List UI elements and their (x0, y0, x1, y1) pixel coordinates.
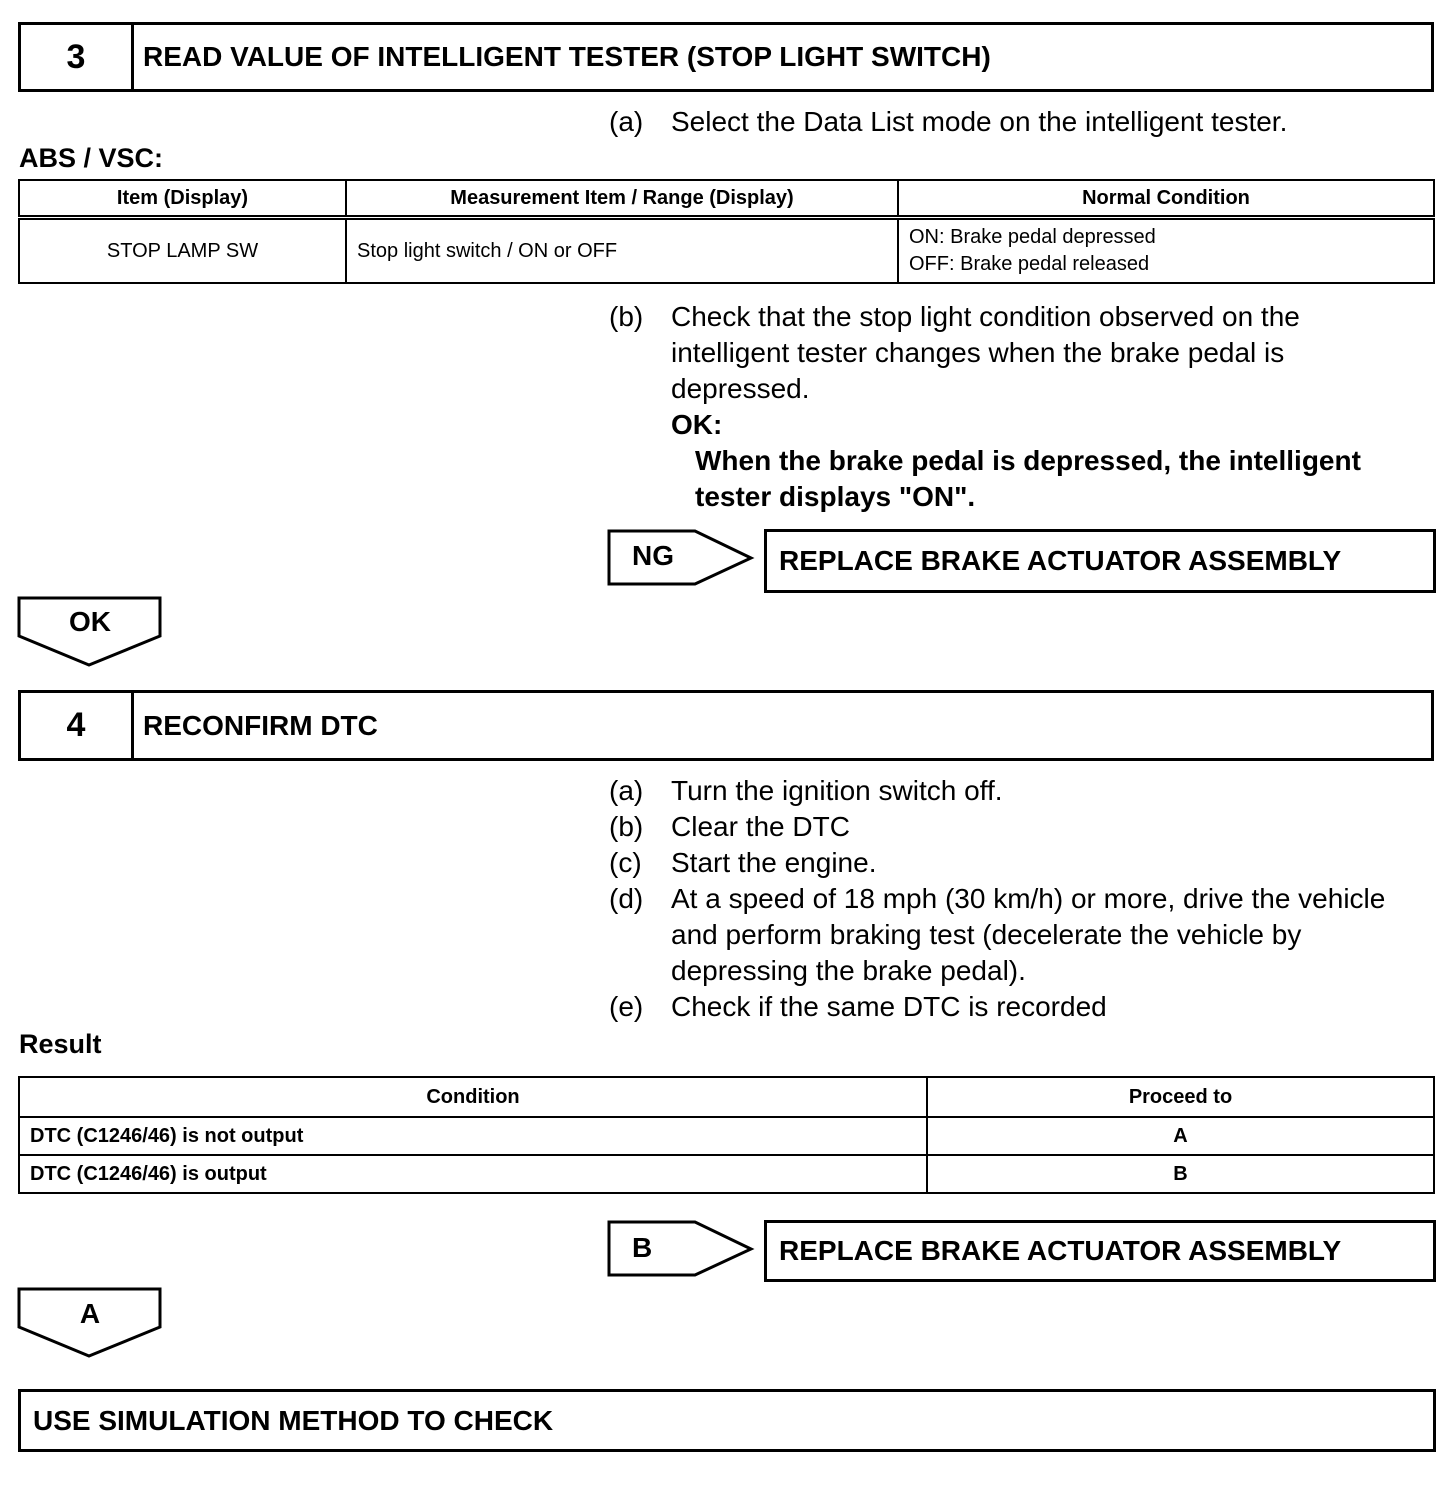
instruction-text: Clear the DTC (671, 811, 850, 842)
abs-vsc-label: ABS / VSC: (19, 143, 164, 173)
instruction-text (671, 299, 1371, 515)
step-4-header (18, 690, 1434, 761)
table-row (19, 218, 1434, 284)
measurement-cell: Stop light switch / ON or OFF (346, 218, 898, 284)
a-arrow-label: A (79, 1298, 101, 1329)
step-3-instruction-b (609, 299, 1439, 519)
instruction-text: At a speed of 18 mph (30 km/h) or more, drive the vehicle and perform braking test (decelerate the vehicle by depressing the brake pedal). (671, 883, 1386, 986)
proceed-cell: B (927, 1155, 1434, 1193)
table-header: Condition (19, 1077, 927, 1117)
ng-result-box: REPLACE BRAKE ACTUATOR ASSEMBLY (764, 529, 1436, 593)
ng-arrow-icon (607, 529, 757, 587)
step-3-number: 3 (21, 25, 134, 89)
step-3-instruction-a (609, 104, 1288, 140)
proceed-cell: A (927, 1117, 1434, 1155)
ok-label: OK: (671, 409, 723, 440)
instruction-text: Select the Data List mode on the intelligent tester. (671, 106, 1288, 137)
step-4-instruction-d (609, 881, 1439, 989)
instruction-label: (a) (609, 775, 644, 806)
instruction-label: (c) (609, 847, 642, 878)
normal-condition-off: OFF: Brake pedal released (909, 253, 1150, 275)
data-list-table (18, 179, 1435, 284)
instruction-label: (b) (609, 811, 644, 842)
b-result-box: REPLACE BRAKE ACTUATOR ASSEMBLY (764, 1220, 1436, 1282)
ng-arrow-label: NG (632, 540, 674, 571)
step-4-instruction-a (609, 773, 1003, 809)
step-4-instruction-e (609, 989, 1107, 1025)
table-row (19, 1117, 1434, 1155)
b-arrow-icon (607, 1220, 757, 1278)
ok-criteria: When the brake pedal is depressed, the intelligent tester displays "ON". (695, 445, 1361, 512)
table-header: Normal Condition (898, 180, 1434, 218)
condition-cell: DTC (C1246/46) is not output (19, 1117, 927, 1155)
table-header: Item (Display) (19, 180, 346, 218)
condition-cell: DTC (C1246/46) is output (19, 1155, 927, 1193)
step-3-title: READ VALUE OF INTELLIGENT TESTER (STOP LIGHT SWITCH) (143, 41, 991, 72)
result-table (18, 1076, 1435, 1194)
step-4-instruction-b (609, 809, 850, 845)
instruction-label: (e) (609, 991, 644, 1022)
final-action-box: USE SIMULATION METHOD TO CHECK (18, 1389, 1436, 1452)
normal-condition-cell (898, 218, 1434, 284)
instruction-label: (b) (609, 301, 644, 332)
instruction-text: Turn the ignition switch off. (671, 775, 1003, 806)
b-arrow-label: B (632, 1232, 653, 1263)
instruction-body: Check that the stop light condition observed on the intelligent tester changes when the brake pedal is depressed. (671, 301, 1300, 404)
result-label: Result (19, 1029, 102, 1059)
table-header: Measurement Item / Range (Display) (346, 180, 898, 218)
table-header: Proceed to (927, 1077, 1434, 1117)
step-4-title: RECONFIRM DTC (143, 709, 378, 741)
step-3-header (18, 22, 1434, 92)
table-row (19, 1155, 1434, 1193)
instruction-label: (d) (609, 883, 644, 914)
step-4-number: 4 (21, 693, 134, 758)
step-4-instruction-c (609, 845, 877, 881)
instruction-text: Start the engine. (671, 847, 877, 878)
normal-condition-on: ON: Brake pedal depressed (909, 226, 1156, 248)
ok-arrow-label: OK (69, 606, 111, 637)
instruction-text: Check if the same DTC is recorded (671, 991, 1107, 1022)
instruction-label: (a) (609, 106, 644, 137)
item-cell: STOP LAMP SW (19, 218, 346, 284)
